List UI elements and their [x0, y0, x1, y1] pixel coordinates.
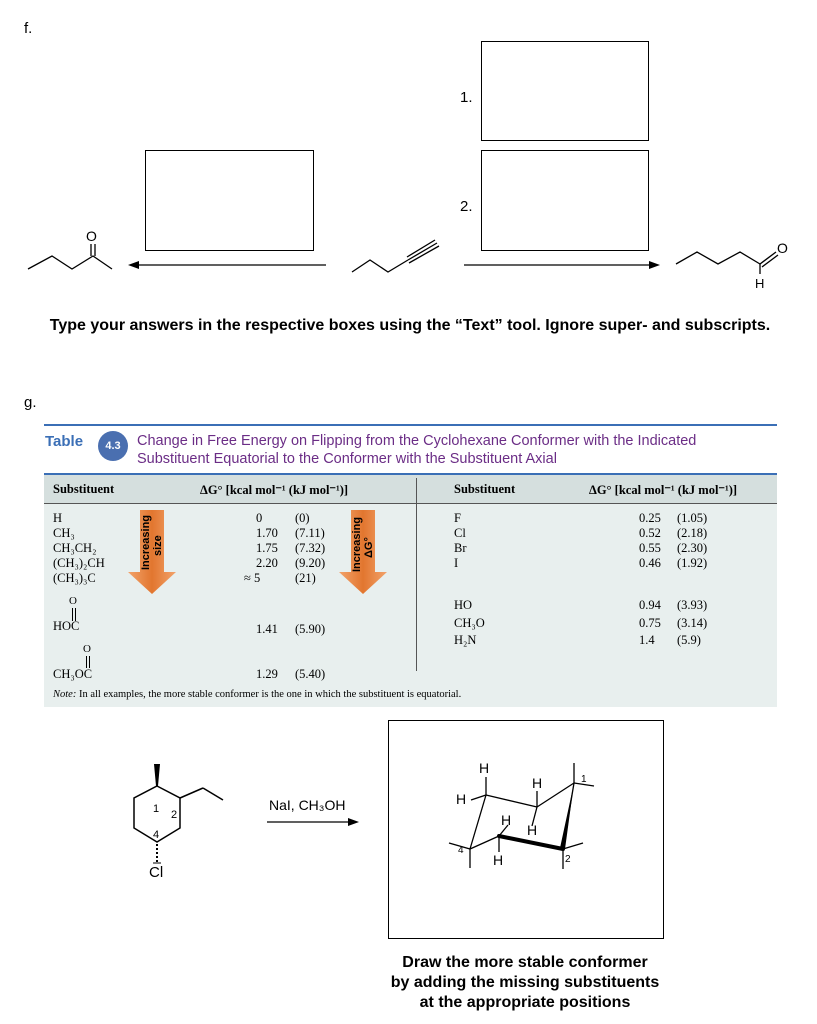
reactant-num-2: 2 [171, 809, 178, 821]
chair-h-5: H [527, 822, 538, 838]
right-kcal-i: 0.46 [639, 556, 661, 570]
arrow-left-head [128, 261, 139, 269]
left-sub-isopropyl: (CH₃)₂CH [53, 556, 105, 570]
header-top-rule [44, 473, 777, 475]
right-kj-br: (2.30) [677, 541, 708, 555]
aldehyde-structure [676, 252, 778, 274]
alkyne-structure [352, 240, 439, 272]
right-kj-ho: (3.93) [677, 598, 708, 612]
right-sub-i: I [454, 556, 459, 570]
right-kj-i: (1.92) [677, 556, 708, 570]
right-kcal-ch3o: 0.75 [639, 616, 661, 630]
table-note-label: Note: [53, 689, 77, 700]
ketone-oxygen: O [86, 228, 97, 244]
instruction-g [362, 953, 688, 1013]
table-number-badge: 4.3 [98, 431, 128, 461]
question-label-g: g. [24, 394, 37, 411]
question-label-f: f. [24, 20, 33, 37]
left-sub-carboxyl: HOC [53, 619, 80, 633]
instruction-g-line3: at the appropriate positions [419, 994, 631, 1011]
arrow2-line1: Increasing [351, 516, 363, 572]
reactant-num-1: 1 [153, 803, 160, 815]
right-kj-cl: (2.18) [677, 526, 708, 540]
left-kcal-tbutyl: ≈ 5 [244, 571, 261, 585]
right-kcal-h2n: 1.4 [639, 633, 655, 647]
increasing-size-arrow [128, 510, 176, 596]
header-right-substituent: Substituent [454, 482, 516, 496]
arrow1-line2: size [152, 535, 164, 556]
increasing-dg-arrow [339, 510, 387, 596]
right-kcal-f: 0.25 [639, 511, 661, 525]
reactant-cl: Cl [149, 864, 164, 881]
arrow-right-head [649, 261, 660, 269]
header-bottom-rule [44, 503, 777, 504]
left-sub-ethyl: CH₃CH₂ [53, 541, 97, 555]
instruction-g-line2: by adding the missing substituents [390, 974, 660, 991]
carbonyl-o-1: O [69, 595, 77, 607]
right-kj-h2n: (5.9) [677, 633, 701, 647]
right-kcal-ho: 0.94 [639, 598, 661, 612]
header-left-substituent: Substituent [53, 482, 115, 496]
right-sub-cl: Cl [454, 526, 466, 540]
instruction-f: Type your answers in the respective boxes using the “Text” tool. Ignore super- and subscripts. [49, 317, 771, 334]
right-kcal-br: 0.55 [639, 541, 661, 555]
chair-h-6: H [493, 852, 504, 868]
left-kcal-ester: 1.29 [256, 667, 278, 681]
left-kj-tbutyl: (21) [295, 571, 316, 585]
left-kj-carboxyl: (5.90) [295, 622, 326, 636]
answer-box-1-label: 1. [460, 89, 473, 106]
instruction-g-line1: Draw the more stable conformer [402, 954, 648, 971]
left-sub-ester: CH₃OC [53, 667, 93, 681]
aldehyde-oxygen: O [777, 240, 788, 256]
chair-h-1: H [479, 760, 490, 776]
right-sub-h2n: H₂N [454, 633, 477, 647]
header-right-dg: ΔG° [kcal mol⁻¹ (kJ mol⁻¹)] [589, 483, 738, 497]
reaction-scheme-f [0, 220, 817, 300]
right-kcal-cl: 0.52 [639, 526, 661, 540]
left-kcal-carboxyl: 1.41 [256, 622, 278, 636]
answer-box-1[interactable] [481, 41, 649, 141]
left-kj-isopropyl: (9.20) [295, 556, 326, 570]
chair-h-2: H [456, 791, 467, 807]
right-kj-ch3o: (3.14) [677, 616, 708, 630]
left-kcal-h: 0 [256, 511, 263, 525]
left-kj-ester: (5.40) [295, 667, 326, 681]
conformer-table [44, 424, 777, 707]
table-caption: Change in Free Energy on Flipping from the Cyclohexane Conformer with the Indicated Substituent Equatorial to the Conformer with the Substituent Axial [137, 433, 697, 467]
reactant-num-4: 4 [153, 829, 160, 841]
left-sub-tbutyl: (CH₃)₃C [53, 571, 96, 585]
chair-num-2: 2 [565, 854, 571, 865]
right-sub-ch3o: CH₃O [454, 616, 485, 630]
reactant-structure [120, 760, 270, 890]
left-kj-ch3: (7.11) [295, 526, 325, 540]
right-sub-f: F [454, 511, 461, 525]
carbonyl-o-2: O [83, 643, 91, 655]
left-sub-ch3: CH₃ [53, 526, 75, 540]
table-note [53, 689, 461, 700]
ketone-structure [28, 244, 112, 269]
aldehyde-hydrogen: H [755, 276, 765, 291]
right-kj-f: (1.05) [677, 511, 708, 525]
right-sub-ho: HO [454, 598, 473, 612]
chair-h-4: H [501, 812, 512, 828]
left-kj-ethyl: (7.32) [295, 541, 326, 555]
table-note-text: In all examples, the more stable conformer is the one in which the substituent is equatorial. [76, 689, 462, 700]
left-sub-h: H [53, 511, 63, 525]
reagent-label: NaI, CH₃OH [269, 797, 346, 813]
table-top-rule [44, 424, 777, 426]
chair-conformer [420, 755, 640, 885]
chair-num-1: 1 [581, 774, 587, 785]
chair-h-3: H [532, 775, 543, 791]
answer-box-2-label: 2. [460, 198, 473, 215]
table-word: Table [45, 433, 84, 450]
chair-num-4: 4 [458, 845, 464, 856]
left-kj-h: (0) [295, 511, 310, 525]
arrow1-line1: Increasing [140, 514, 152, 570]
left-kcal-ethyl: 1.75 [256, 541, 278, 555]
table-column-divider [416, 478, 417, 671]
header-left-dg: ΔG° [kcal mol⁻¹ (kJ mol⁻¹)] [200, 483, 349, 497]
arrow2-line2: ΔG° [363, 537, 375, 558]
left-kcal-ch3: 1.70 [256, 526, 278, 540]
reaction-arrow-g [265, 815, 365, 829]
left-kcal-isopropyl: 2.20 [256, 556, 278, 570]
right-sub-br: Br [454, 541, 467, 555]
